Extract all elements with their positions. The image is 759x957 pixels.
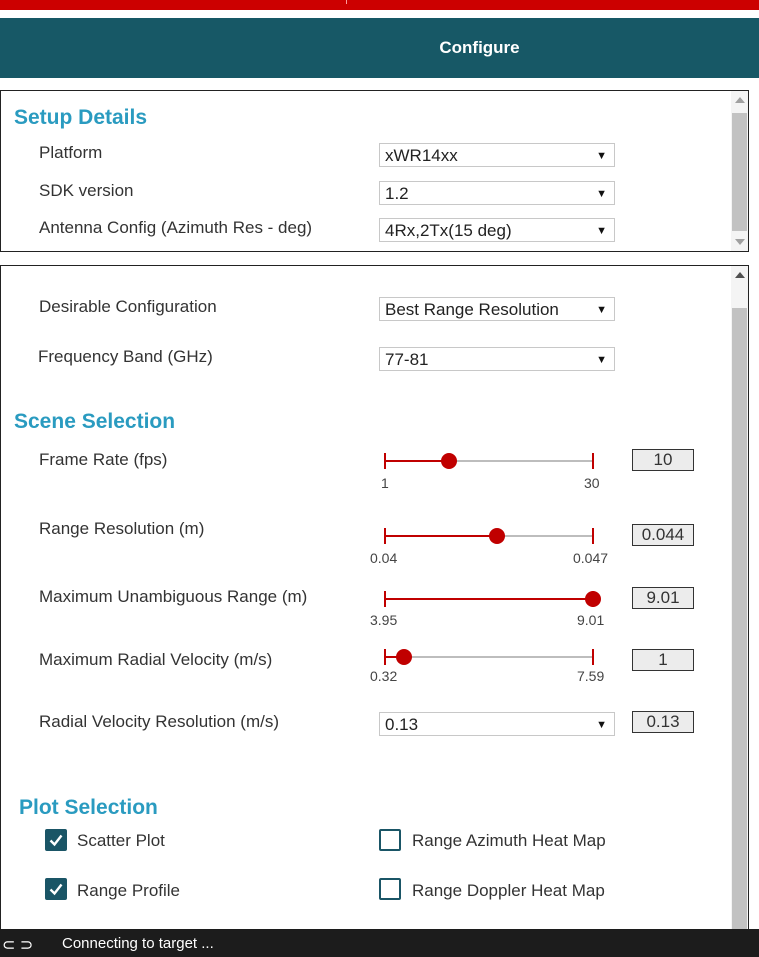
range-doppler-label: Range Doppler Heat Map (412, 881, 605, 900)
top-accent-bar (0, 0, 759, 10)
velocity-resolution-label: Radial Velocity Resolution (m/s) (39, 712, 279, 731)
refresh-icon[interactable]: ⊂ ⊃ (2, 937, 34, 954)
range-azimuth-label: Range Azimuth Heat Map (412, 831, 606, 850)
setup-scrollbar[interactable] (731, 91, 748, 251)
frame-rate-slider[interactable] (385, 453, 593, 483)
setup-details-panel (0, 90, 749, 252)
checkmark-icon (49, 833, 63, 847)
frame-rate-label: Frame Rate (fps) (39, 450, 168, 469)
frame-rate-max: 30 (584, 475, 600, 491)
dropdown-arrow-icon: ▼ (596, 304, 607, 316)
configuration-panel (0, 265, 749, 930)
max-range-min: 3.95 (370, 612, 398, 628)
range-resolution-max: 0.047 (573, 550, 609, 566)
max-velocity-slider-handle[interactable] (396, 649, 412, 665)
frequency-band-select[interactable]: 77-81 ▼ (379, 347, 615, 371)
platform-label: Platform (39, 143, 103, 162)
max-velocity-label: Maximum Radial Velocity (m/s) (39, 650, 273, 669)
setup-details-title: Setup Details (14, 106, 148, 129)
max-range-value[interactable]: 9.01 (632, 587, 694, 609)
range-resolution-slider[interactable] (385, 528, 593, 558)
range-doppler-checkbox[interactable] (379, 878, 401, 900)
antenna-config-select[interactable]: 4Rx,2Tx(15 deg) ▼ (379, 218, 615, 242)
range-resolution-value[interactable]: 0.044 (632, 524, 694, 546)
scroll-thumb[interactable] (732, 113, 747, 231)
max-range-slider[interactable] (385, 591, 593, 621)
max-velocity-value[interactable]: 1 (632, 649, 694, 671)
sdk-version-select[interactable]: 1.2 ▼ (379, 181, 615, 205)
frame-rate-min: 1 (381, 475, 389, 491)
scatter-plot-label: Scatter Plot (77, 831, 165, 850)
plot-selection-title: Plot Selection (19, 796, 158, 819)
velocity-resolution-select[interactable]: 0.13 ▼ (379, 712, 615, 736)
status-text: Connecting to target ... (62, 935, 214, 952)
scroll-thumb[interactable] (732, 308, 747, 930)
scroll-up-icon[interactable] (735, 272, 745, 278)
dropdown-arrow-icon: ▼ (596, 719, 607, 731)
range-profile-checkbox[interactable] (45, 878, 67, 900)
scroll-down-icon[interactable] (735, 239, 745, 245)
checkmark-icon (49, 882, 63, 896)
max-velocity-min: 0.32 (370, 668, 398, 684)
max-range-max: 9.01 (577, 612, 605, 628)
status-bar (0, 929, 759, 957)
frame-rate-value[interactable]: 10 (632, 449, 694, 471)
configure-header (0, 18, 759, 78)
desirable-config-label: Desirable Configuration (39, 297, 217, 316)
dropdown-arrow-icon: ▼ (596, 150, 607, 162)
dropdown-arrow-icon: ▼ (596, 354, 607, 366)
max-velocity-slider[interactable] (385, 649, 593, 679)
scroll-up-icon[interactable] (735, 97, 745, 103)
scene-selection-title: Scene Selection (14, 410, 176, 433)
range-resolution-label: Range Resolution (m) (39, 519, 205, 538)
dropdown-arrow-icon: ▼ (596, 188, 607, 200)
scatter-plot-checkbox[interactable] (45, 829, 67, 851)
frequency-band-label: Frequency Band (GHz) (38, 347, 213, 366)
desirable-config-select[interactable]: Best Range Resolution ▼ (379, 297, 615, 321)
max-range-slider-handle[interactable] (585, 591, 601, 607)
range-azimuth-checkbox[interactable] (379, 829, 401, 851)
max-range-label: Maximum Unambiguous Range (m) (39, 587, 308, 606)
max-velocity-max: 7.59 (577, 668, 605, 684)
sdk-version-label: SDK version (39, 181, 134, 200)
velocity-resolution-value: 0.13 (632, 711, 694, 733)
range-resolution-min: 0.04 (370, 550, 398, 566)
page-title: Configure (439, 38, 520, 57)
dropdown-arrow-icon: ▼ (596, 225, 607, 237)
range-profile-label: Range Profile (77, 881, 181, 900)
frame-rate-slider-handle[interactable] (441, 453, 457, 469)
antenna-config-label: Antenna Config (Azimuth Res - deg) (39, 218, 313, 237)
range-resolution-slider-handle[interactable] (489, 528, 505, 544)
configuration-scrollbar[interactable] (731, 266, 748, 929)
platform-select[interactable]: xWR14xx ▼ (379, 143, 615, 167)
